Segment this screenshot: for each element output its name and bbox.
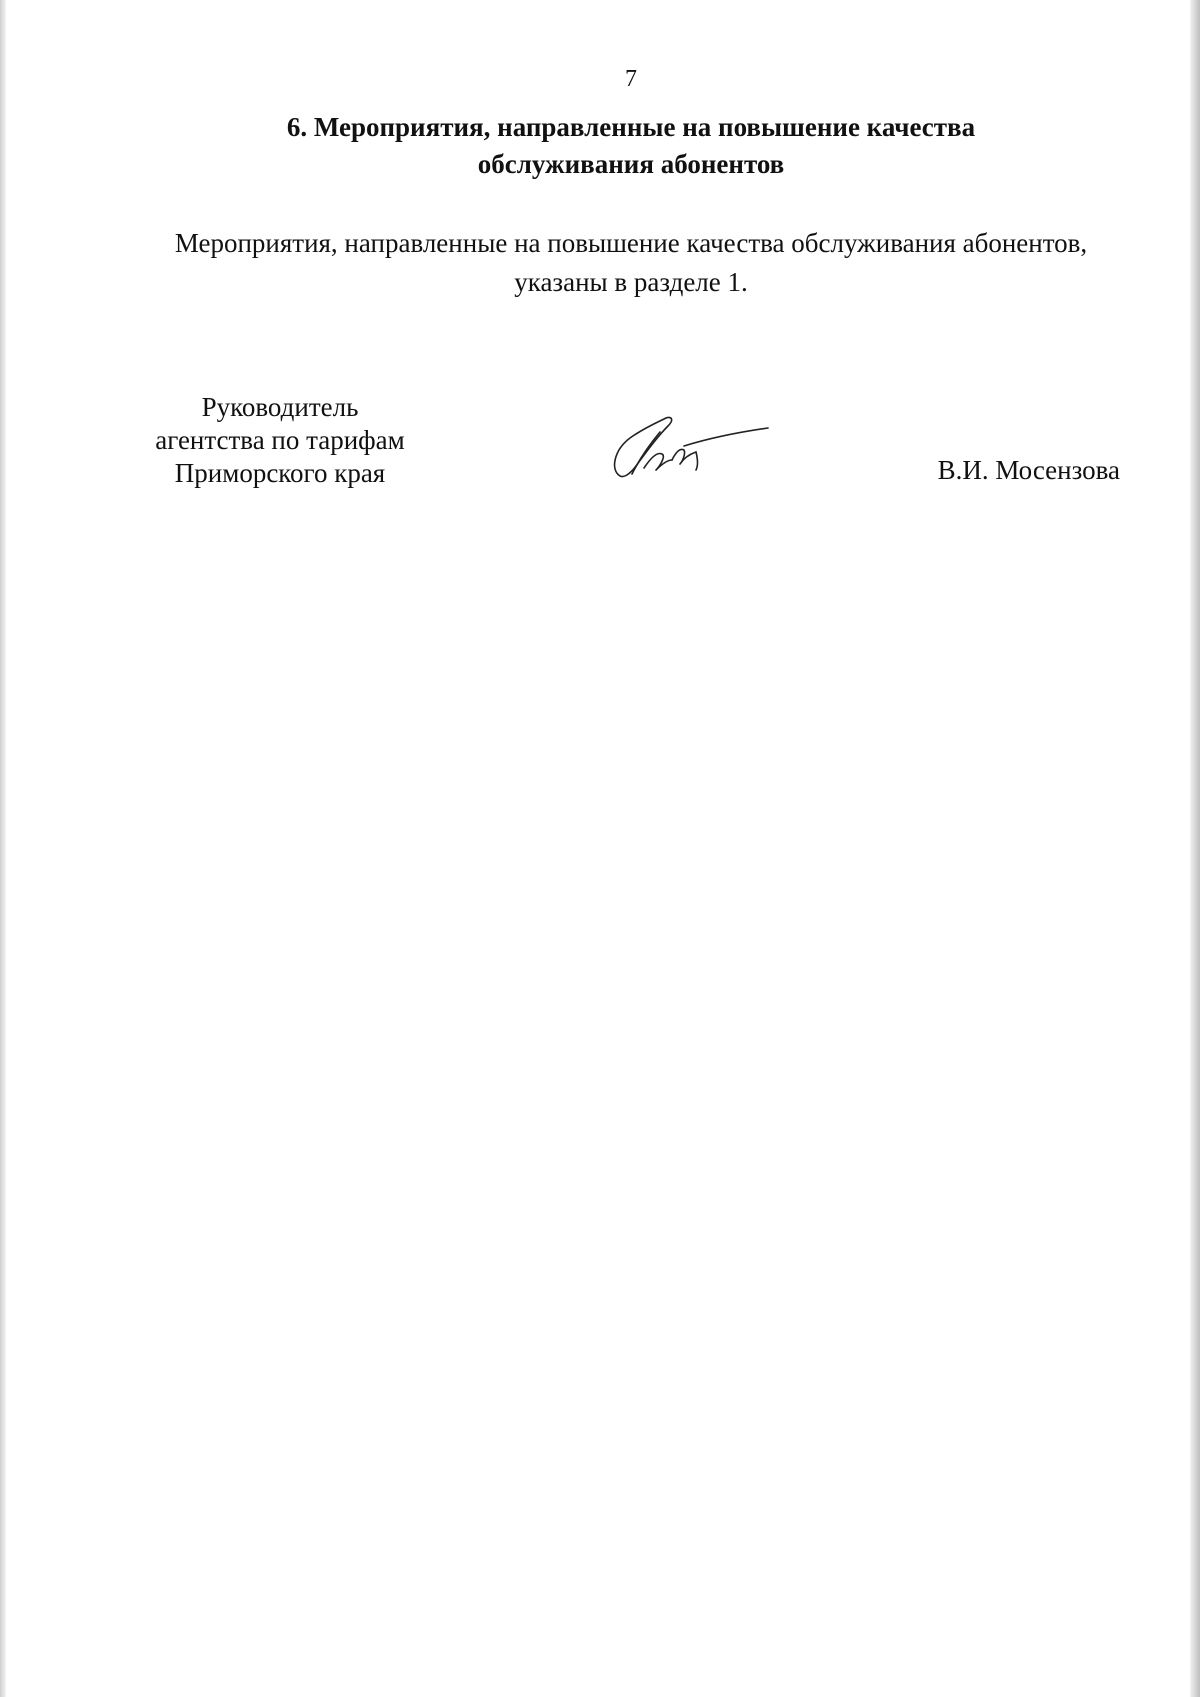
section-title	[230, 109, 1032, 183]
section-body-line-1: Мероприятия, направленные на повышение качества обслуживания абонентов,	[174, 228, 1088, 258]
scan-edge-right	[1190, 0, 1200, 1697]
section-title-line-1: 6. Мероприятия, направленные на повышение качества	[286, 112, 976, 142]
signer-position-line-1: Руководитель	[201, 392, 359, 422]
section-body	[130, 224, 1132, 302]
signer-position	[120, 391, 440, 490]
signer-position-line-2: агентства по тарифам	[155, 425, 405, 455]
signer-name: В.И. Мосензова	[937, 455, 1120, 485]
scan-edge-left	[0, 0, 6, 1697]
section-title-line-2: обслуживания абонентов	[477, 149, 785, 179]
page-number: 7	[625, 66, 637, 92]
section-body-line-2: указаны в разделе 1.	[514, 267, 748, 297]
handwritten-signature	[600, 408, 780, 488]
signer-position-line-3: Приморского края	[174, 458, 386, 488]
